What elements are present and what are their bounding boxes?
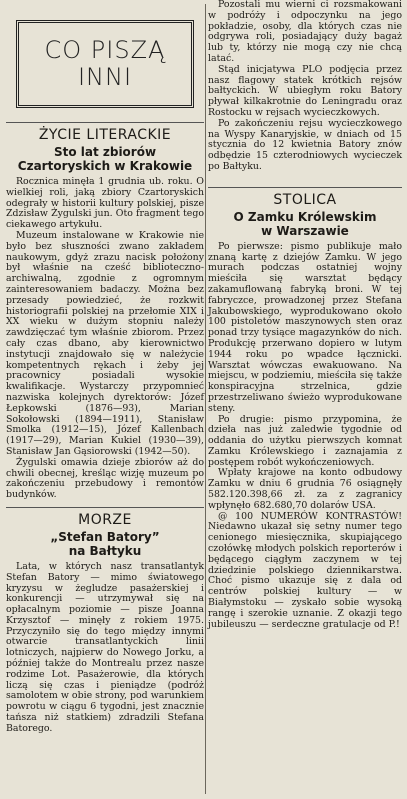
left-column: [6, 6, 204, 735]
article2-paragraph-4: Po zakończeniu rejsu wycieczkowego na Wyspy Kanaryjskie, w dniach od 15 stycznia do 12 kwietnia Batory znów odbędzie 15 czterodniowych wycieczek po Bałtyku.: [208, 117, 402, 172]
right-column: [208, 0, 402, 630]
article2-paragraph-1: Lata, w których nasz transatlantyk Stefan Batory — mimo światowego kryzysu w żegludze pasażerskiej i konkurencji — utrzymywał się na opłacalnym poziomie — pisze Joanna Krzysztof — minęły z rokiem 1975. Przyczyniło się do tego między innymi otwarcie transatlantyckich linii lotniczych, najpierw do Nowego Jorku, a później także do Montrealu przez nasze rodzime Lot. Pasażerowie, dla których liczą się czas i pieniądze (podróż samolotem w obie strony, pod warunkiem powrotu w ciągu 6 tygodni, jest znacznie tańsza niż statkiem) zdradzili Stefana Batorego.: [6, 560, 204, 734]
article3-title-line2: w Warszawie: [261, 223, 349, 238]
section-morze: MORZE: [6, 507, 204, 528]
article1-paragraph-1: Rocznica minęła 1 grudnia ub. roku. O wielkiej roli, jaką zbiory Czartoryskich odegrały w historii kultury polskiej, pisze Zdzisław Żygulski jun. Oto fragment tego ciekawego artykułu.: [6, 176, 204, 231]
article2-paragraph-3: Stąd inicjatywa PLO podjęcia przez nasz flagowy statek krótkich rejsów bałtyckich. W ubiegłym roku Batory pływał kilkakrotnie do Leningradu oraz Rostocku w rejsach wycieczkowych.: [208, 63, 402, 118]
article1-title-line1: Sto lat zbiorów: [53, 145, 157, 159]
article2-title-line2: na Bałtyku: [68, 543, 142, 558]
masthead-line2: INNI: [77, 63, 133, 91]
masthead-line1: CO PISZĄ: [44, 36, 166, 64]
article1-paragraph-2: Muzeum instalowane w Krakowie nie było bez słuszności zwano zakładem naukowym, gdyż zrazu nacisk położony był właśnie na cześć biblioteczno-archiwalną, zgodnie z ogromnym zainteresowaniem badaczy. Można bez przesady powiedzieć, że rozkwit historiografii polskiej na przełomie XIX i XX wieku w dużym stopniu należy zawdzięczać tym właśnie zbiorom. Przez cały czas dbano, aby kierownictwo instytucji znajdowało się w należycie kompetentnych rękach i żeby jej pracownicy posiadali wysokie kwalifikacje. Wystarczy przypomnieć nazwiska kolejnych dyrektorów: Józef Łepkowski (1876—93), Marian Sokołowski (1894—1911), Stanisław Smolka (1912—15), Józef Kallenbach (1917—29), Marian Kukiel (1930—39), Stanisław Jan Gąsiorowski (1942—50).: [6, 229, 204, 457]
article1-paragraph-3: Żygulski omawia dzieje zbiorów aż do chwili obecnej, kreśląc wizję muzeum po zakończeniu przebudowy i remontów budynków.: [6, 456, 204, 501]
article2-paragraph-2: Pozostali mu wierni ci rozsmakowani w podróży i odpoczynku na jego pokładzie, osoby, dla których czas nie odgrywa roli, posiadający duży bagaż lub ty, którzy nie mogą czy nie chcą latać.: [208, 0, 402, 64]
article3-title-line1: O Zamku Królewskim: [233, 209, 377, 224]
article3-paragraph-3: Wpłaty krajowe na konto odbudowy Zamku w dniu 6 grudnia 76 osiągnęły 582.120.398,66 zł. za z zagranicy wpłynęło 682.680,70 dolarów USA.: [208, 467, 402, 511]
section-stolica: STOLICA: [208, 187, 402, 208]
section-zycie-literackie: ŻYCIE LITERACKIE: [6, 122, 204, 143]
article3-paragraph-4: @ 100 NUMERÓW KONTRASTÓW! Niedawno ukazał się setny numer tego cenionego miesięcznika, skupiającego czołówkę młodych polskich reporterów i będącego ciągłym zaczynem w tej dziedzinie polskiego dziennikarstwa. Choć pismo ukazuje się z dala od centrów polskiej kultury — w Białymstoku — zyskało sobie wysoką rangę i szerokie uznanie. Z okazji tego jubileuszu — serdeczne gratulacje od P.!: [208, 510, 402, 630]
column-divider: [205, 4, 206, 794]
article2-title-line1: „Stefan Batory”: [50, 529, 160, 544]
article1-title: [6, 145, 204, 173]
article3-title: [208, 210, 402, 238]
article2-title: [6, 530, 204, 558]
article3-paragraph-2: Po drugie: pismo przypomina, że dzieła nas już zaledwie tygodnie od oddania do użytku pierwszych komnat Zamku Królewskiego i zaznajamia z postępem robót wykończeniowych.: [208, 413, 402, 468]
article3-paragraph-1: Po pierwsze: pismo publikuje mało znaną kartę z dziejów Zamku. W jego murach podczas ostatniej wojny mieściła się warsztat będący zakamuflowaną fabryką broni. W tej fabryczce, prowadzonej przez Stefana Jakubowskiego, wyprodukowano około 100 pistoletów maszynowych sten oraz ponad trzy tysiące magazynków do nich. Produkcję przerwano dopiero w lutym 1944 roku po wpadce łącznicki. Warsztat wówczas ewakuowano. Na miejscu, w podziemiu, mieściła się także konspiracyjna strzelnica, gdzie przestrzeliwano świeżo wyprodukowane steny.: [208, 240, 402, 414]
masthead-box: [16, 20, 194, 108]
article1-title-line2: Czartoryskich w Krakowie: [17, 159, 193, 173]
